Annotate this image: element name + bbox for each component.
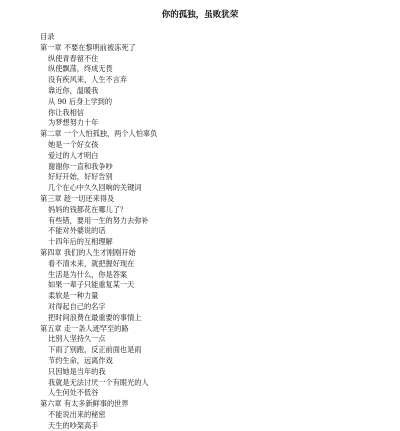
toc-section-entry[interactable]: 看不清未来，就把握好现在 — [48, 258, 135, 268]
toc-section-entry[interactable]: 不能对外婆说的话 — [48, 226, 106, 236]
toc-section-entry[interactable]: 有些错，要用一生的努力去弥补 — [48, 215, 149, 225]
toc-section-entry[interactable]: 为梦想努力十年 — [48, 118, 99, 128]
toc-section-entry[interactable]: 如果一辈子只能重复某一天 — [48, 280, 135, 290]
toc-section-entry[interactable]: 我就是无法讨厌一个有眼光的人 — [48, 377, 149, 387]
toc-chapter-entry[interactable]: 第五章 走一条人迹罕至的路 — [40, 323, 129, 333]
toc-section-entry[interactable]: 天生的吵架高手 — [48, 420, 99, 430]
toc-section-entry[interactable]: 爱过的人才明白 — [48, 150, 99, 160]
toc-heading: 目录 — [40, 32, 55, 41]
toc-section-entry[interactable]: 纵使飘荡，终成无畏 — [48, 64, 113, 74]
toc-section-entry[interactable]: 纵使青春留不住 — [48, 53, 99, 63]
toc-section-entry[interactable]: 十四年后的互相理解 — [48, 237, 113, 247]
toc-section-entry[interactable]: 靠近你，温暖我 — [48, 85, 99, 95]
toc-section-entry[interactable]: 对得起自己的名字 — [48, 301, 106, 311]
toc-section-entry[interactable]: 把时间浪费在最重要的事情上 — [48, 312, 142, 322]
toc-section-entry[interactable]: 她是一个好女孩 — [48, 139, 99, 149]
toc-section-entry[interactable]: 你让我相信 — [48, 107, 84, 117]
toc-chapter-entry[interactable]: 第二章 一个人怕孤独，两个人怕辜负 — [40, 129, 158, 139]
toc-section-entry[interactable]: 从 90 后身上学到的 — [48, 96, 113, 106]
toc-section-entry[interactable]: 生活是为什么，你是答案 — [48, 269, 128, 279]
toc-section-entry[interactable]: 谢谢你一直和我争吵 — [48, 161, 113, 171]
toc-section-entry[interactable]: 柔软是一种力量 — [48, 291, 99, 301]
toc-section-entry[interactable]: 人生何处不低谷 — [48, 388, 99, 398]
toc-section-entry[interactable]: 比别人坚持久一点 — [48, 334, 106, 344]
toc-section-entry[interactable]: 不能说出来的秘密 — [48, 409, 106, 419]
toc-section-entry[interactable]: 下雨了别跑，反正前面也是雨 — [48, 345, 142, 355]
toc-chapter-entry[interactable]: 第三章 趁一切还来得及 — [40, 193, 115, 203]
table-of-contents — [40, 32, 380, 431]
toc-section-entry[interactable]: 几个在心中久久回响的关键词 — [48, 183, 142, 193]
toc-section-entry[interactable]: 节约生命，远离作戏 — [48, 355, 113, 365]
toc-section-entry[interactable]: 只因她是当年的我 — [48, 366, 106, 376]
toc-chapter-entry[interactable]: 第六章 有太多新鲜事的世界 — [40, 399, 129, 409]
toc-list — [40, 43, 380, 431]
toc-section-entry[interactable]: 好好开始，好好告别 — [48, 172, 113, 182]
toc-chapter-entry[interactable]: 第一章 不要在黎明前被冻死了 — [40, 42, 136, 52]
toc-chapter-entry[interactable]: 第四章 我们的人生才刚刚开始 — [40, 247, 136, 257]
document-title: 你的孤独，虽败犹荣 — [161, 10, 239, 20]
toc-section-entry[interactable]: 没有疾风来，人生不言弃 — [48, 75, 128, 85]
toc-section-entry[interactable]: 妈妈的钱都花在哪儿了？ — [48, 204, 128, 214]
